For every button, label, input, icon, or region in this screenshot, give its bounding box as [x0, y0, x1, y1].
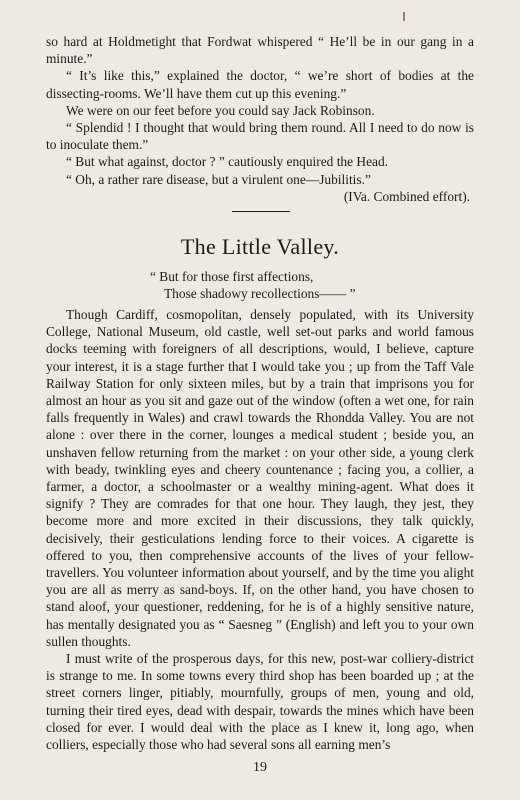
signature: (IVa. Combined effort).	[343, 188, 470, 204]
top-section	[46, 33, 474, 205]
epigraph-line: “ But for those first affections,	[150, 269, 314, 284]
epigraph	[150, 268, 356, 302]
page-number: 19	[253, 760, 267, 775]
ink-mark	[403, 12, 405, 21]
article-body	[46, 306, 474, 753]
section-divider	[232, 211, 290, 212]
paragraph: “ It’s like this,” explained the doctor, “ we’re short of bodies at the dissecting-rooms. We’ll have them cut up this evening.”	[46, 68, 474, 101]
epigraph-line: Those shadowy recollections—— ”	[164, 286, 356, 301]
article-title: The Little Valley.	[180, 234, 340, 259]
paragraph: “ Splendid ! I thought that would bring them round. All I need to do now is to inoculate them.”	[46, 120, 474, 153]
paragraph: Though Cardiff, cosmopolitan, densely populated, with its University College, National Museum, old castle, well set-out parks and world famous docks teeming with foreigners of all descriptions, would, I believe, capture your interest, it is a stage further that I would take you ; up from the Taff Vale Railway Station for only sixteen miles, but by a train that imprisons you for almost an hour as you sit and gaze out of the window (often a wet one, for rain falls frequently in Wales) and crawl towards the Rhondda Valley. You are not alone : over there in the corner, lounges a medical student ; beside you, an unshaven fellow returning from the market : on your other side, a young clerk with beady, twinkling eyes and cheery countenance ; facing you, a collier, a farmer, a doctor, a schoolmaster or a wealthy mining-agent. What does it signify ? They are comrades for that one hour. They laugh, they jest, they become more and more excited in their discussions, they talk quickly, decisively, their gesticulations lending force to their voices. A cigarette is offered to you, then comprehensive accounts of the lives of your fellow-travellers. You volunteer information about yourself, and by the time you alight you are all as merry as sand-boys. If, on the other hand, you have chosen to stand aloof, your questioner, reddening, for he is of a highly sensitive nature, has mentally designated you as “ Saesneg ” (English) and left you to your own sullen thoughts.	[46, 307, 474, 649]
paragraph: “ Oh, a rather rare disease, but a virulent one—Jubilitis.”	[66, 171, 371, 187]
paragraph: “ But what against, doctor ? ” cautiously enquired the Head.	[66, 154, 389, 170]
paragraph: I must write of the prosperous days, for this new, post-war colliery-district is strange to me. In some towns every third shop has been boarded up ; at the street corners linger, pitiably, mournfully, groups of men, young and old, turning their tired eyes, dead with despair, towards the mines which have been closed for ever. I would deal with the place as I knew it, long ago, when colliers, especially those who had several sons all earning men’s	[46, 651, 474, 753]
paragraph: so hard at Holdmetight that Fordwat whispered “ He’ll be in our gang in a minute.”	[46, 34, 474, 67]
paragraph: We were on our feet before you could say Jack Robinson.	[66, 102, 375, 118]
